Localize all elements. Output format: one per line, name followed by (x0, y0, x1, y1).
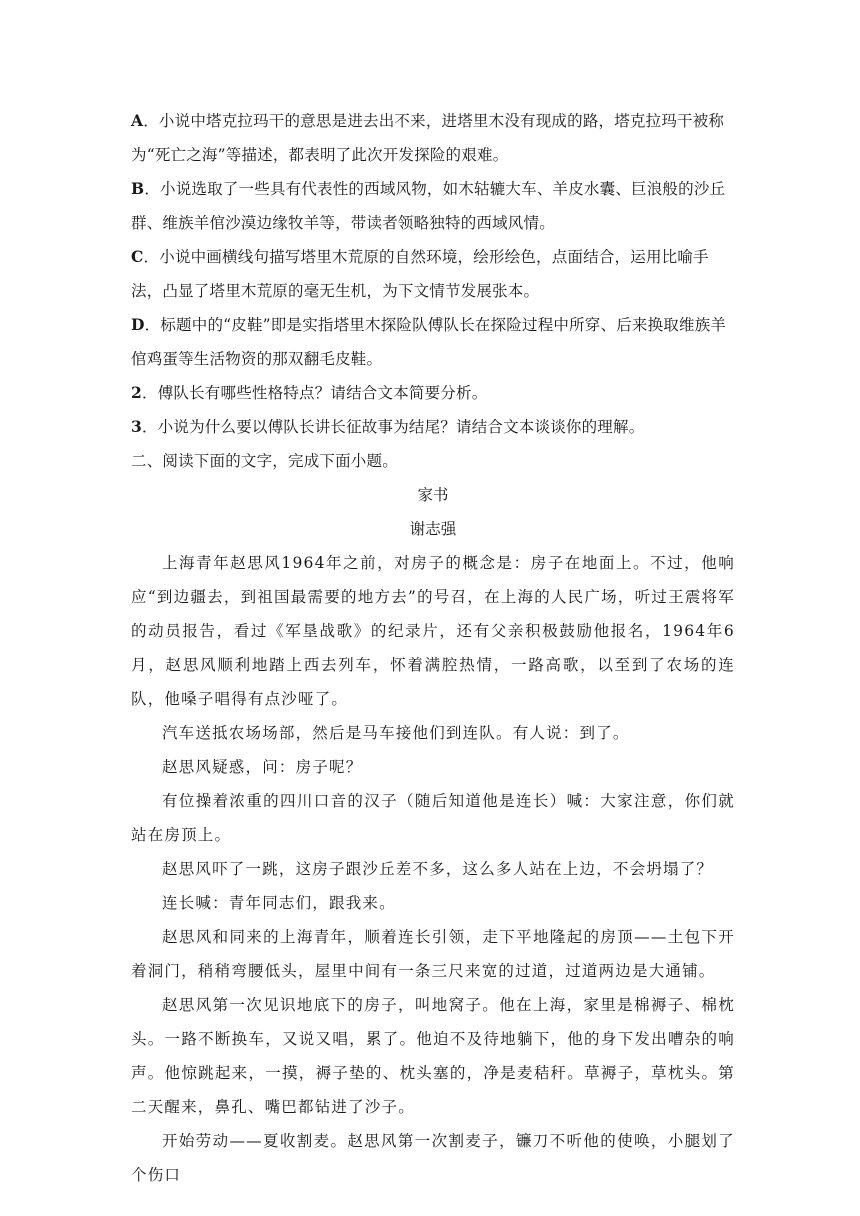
story-paragraph: 赵思风吓了一跳，这房子跟沙丘差不多，这么多人站在上边，不会坍塌了？ (162, 860, 714, 878)
story-paragraph: 赵思风和同来的上海青年，顺着连长引领，走下平地隆起的房顶——土包下开着洞门，稍稍弯腰低头，屋里中间有一条三尺来宽的过道，过道两边是大通铺。 (131, 928, 735, 980)
question-3-text: ．小说为什么要以傅队长讲长征故事为结尾？请结合文本谈谈你的理解。 (142, 418, 645, 436)
option-c-label: C (131, 247, 144, 266)
story-paragraph: 赵思风第一次见识地底下的房子，叫地窝子。他在上海，家里是棉褥子、棉枕头。一路不断换车，又说又唱，累了。他迫不及待地躺下，他的身下发出嘈杂的响声。他惊跳起来，一摸，褥子垫的、枕头塞的，净是麦秸秆。草褥子，草枕头。第二天醒来，鼻孔、嘴巴都钻进了沙子。 (131, 996, 735, 1116)
story-paragraph: 上海青年赵思风1964年之前，对房子的概念是：房子在地面上。不过，他响应“到边疆去，到祖国最需要的地方去”的号召，在上海的人民广场，听过王震将军的动员报告，看过《军垦战歌》的纪录片，还有父亲积极鼓励他报名，1964年6月，赵思风顺利地踏上西去列车，怀着满腔热情，一路高歌，以至到了农场的连队，他嗓子唱得有点沙哑了。 (131, 554, 735, 708)
story-paragraph: 开始劳动——夏收割麦。赵思风第一次割麦子，镰刀不听他的使唤，小腿划了个伤口 (131, 1132, 735, 1184)
option-d (131, 308, 735, 376)
question-2-label: 2 (131, 383, 142, 402)
story-body (131, 546, 735, 1192)
story-paragraph: 赵思风疑惑，问：房子呢？ (162, 758, 363, 776)
option-c-text: ．小说中画横线句描写塔里木荒原的自然环境，绘形绘色，点面结合，运用比喻手法，凸显了塔里木荒原的毫无生机，为下文情节发展张本。 (131, 248, 709, 300)
question-2-text: ．傅队长有哪些性格特点？请结合文本简要分析。 (142, 384, 488, 402)
option-b (131, 172, 735, 240)
question-3 (131, 410, 735, 444)
story-author: 谢志强 (409, 520, 457, 538)
option-d-label: D (131, 315, 145, 334)
option-a-label: A (131, 111, 144, 130)
story-title: 家书 (417, 486, 449, 504)
option-c (131, 240, 735, 308)
story-paragraph: 汽车送抵农场场部，然后是马车接他们到连队。有人说：到了。 (162, 724, 630, 742)
story-paragraph: 连长喊：青年同志们，跟我来。 (162, 894, 396, 912)
question-2 (131, 376, 735, 410)
story-paragraph: 有位操着浓重的四川口音的汉子（随后知道他是连长）喊：大家注意，你们就站在房顶上。 (131, 792, 735, 844)
option-a (131, 104, 735, 172)
section-heading: 二、阅读下面的文字，完成下面小题。 (131, 452, 398, 470)
option-b-text: ．小说选取了一些具有代表性的西域风物，如木轱辘大车、羊皮水囊、巨浪般的沙丘群、维族羊倌沙漠边缘牧羊等，带读者领略独特的西域风情。 (131, 180, 726, 232)
option-d-text: ．标题中的“皮鞋”即是实指塔里木探险队傅队长在探险过程中所穿、后来换取维族羊倌鸡蛋等生活物资的那双翻毛皮鞋。 (131, 316, 727, 368)
question-3-label: 3 (131, 417, 142, 436)
option-a-text: ．小说中塔克拉玛干的意思是进去出不来，进塔里木没有现成的路，塔克拉玛干被称为“死亡之海”等描述，都表明了此次开发探险的艰难。 (131, 112, 725, 164)
option-b-label: B (131, 179, 145, 198)
